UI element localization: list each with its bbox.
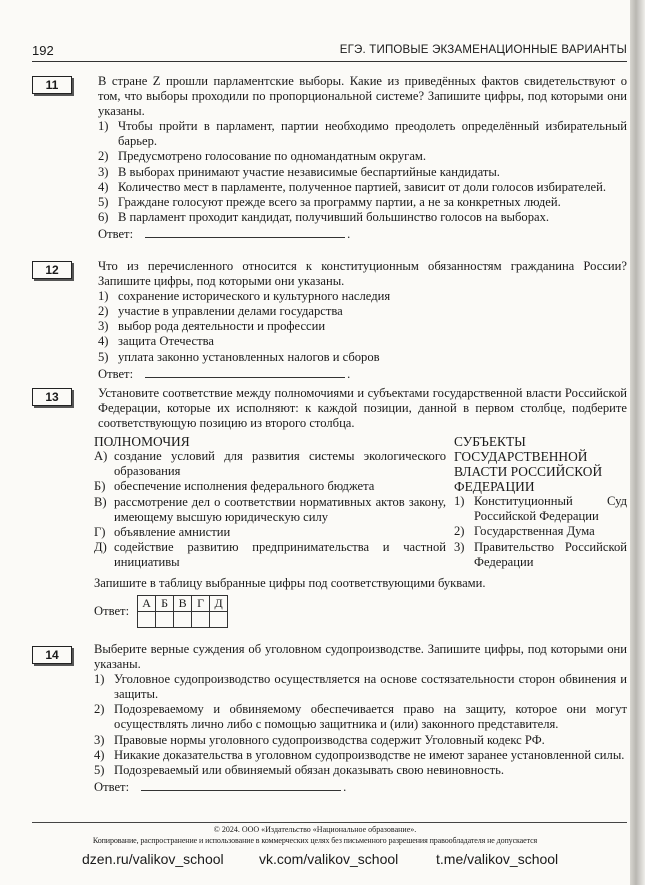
answer-label: Ответ:	[94, 779, 130, 794]
list-item	[94, 479, 446, 494]
list-item	[94, 495, 446, 525]
item-text: Правовые нормы уголовного судопроизводства содержит Уголовный кодекс РФ.	[114, 732, 545, 747]
list-item	[454, 524, 627, 539]
item-number: 4)	[98, 334, 109, 349]
subjects-title: СУБЪЕКТЫ ГОСУДАРСТВЕННОЙ ВЛАСТИ РОССИЙСКОЙ ФЕДЕРАЦИИ	[454, 434, 603, 495]
answer-row: Ответ: .	[98, 226, 351, 241]
task-question: Что из перечисленного относится к конституционным обязанностям гражданина России? Запишите цифры, под которыми они указаны.	[98, 259, 627, 289]
answer-cell[interactable]	[138, 612, 156, 628]
table-header-cell: Г	[192, 596, 210, 612]
item-text: Никакие доказательства в уголовном судопроизводстве не имеют заранее установленной силы.	[114, 747, 625, 762]
link-telegram[interactable]: t.me/valikov_school	[436, 851, 559, 867]
list-item	[98, 180, 627, 195]
item-number: 4)	[98, 179, 109, 194]
task-14	[32, 642, 627, 795]
task-question: Выберите верные суждения об уголовном судопроизводстве. Запишите цифры, под которыми они указаны.	[94, 642, 627, 672]
options-list	[98, 119, 627, 225]
answer-label: Ответ:	[98, 366, 134, 381]
item-text: Предусмотрено голосование по одномандатным округам.	[118, 149, 427, 164]
footer-notice: Копирование, распространение и использование в коммерческих целях без письменного разрешения правообладателя не допускается	[92, 836, 538, 845]
list-item	[98, 334, 627, 349]
list-item	[98, 304, 627, 319]
answer-cell[interactable]	[156, 612, 174, 628]
answer-field[interactable]	[145, 226, 345, 238]
item-text: участие в управлении делами государства	[118, 304, 343, 319]
task-12	[32, 259, 627, 382]
item-text: Правительство Российской Федерации	[474, 539, 627, 569]
item-number: 2)	[94, 702, 105, 717]
item-text: содействие развитию предпринимательства и частной инициативы	[114, 539, 446, 569]
link-dzen[interactable]: dzen.ru/valikov_school	[82, 851, 224, 867]
answer-label: Ответ:	[94, 604, 130, 619]
powers-column	[94, 434, 446, 570]
answer-cell[interactable]	[192, 612, 210, 628]
item-text: В парламент проходит кандидат, получивший большинство голосов на выборах.	[118, 209, 550, 224]
item-text: рассмотрение дел о соответствии нормативных актов закону, имеющему высшую юридическую силу	[114, 494, 446, 524]
list-item	[98, 195, 627, 210]
list-item	[98, 289, 627, 304]
item-number: 3)	[98, 164, 109, 179]
list-item	[94, 702, 627, 732]
table-header-cell: А	[138, 596, 156, 612]
link-vk[interactable]: vk.com/valikov_school	[259, 851, 399, 867]
page-number: 192	[32, 43, 54, 58]
list-item	[98, 165, 627, 180]
item-text: Подозреваемому и обвиняемому обеспечивается право на защиту, которое они могут осуществлять лично либо с помощью защитника и (или) законного представителя.	[114, 702, 627, 732]
item-number: 4)	[94, 747, 105, 762]
subjects-column	[446, 434, 627, 570]
task-question: Установите соответствие между полномочиями и субъектами государственной власти Российской Федерации, которые их исполняют: к каждой позиции, данной в первом столбце, подберите соответствующую позицию из второго столбца.	[98, 386, 627, 431]
options-list	[94, 672, 627, 778]
list-item	[98, 149, 627, 164]
page-edge-shadow	[630, 0, 645, 885]
page-header-title: ЕГЭ. ТИПОВЫЕ ЭКЗАМЕНАЦИОННЫЕ ВАРИАНТЫ	[339, 44, 627, 56]
list-item	[94, 449, 446, 479]
item-number: 5)	[98, 349, 109, 364]
table-header-cell: Б	[156, 596, 174, 612]
footer-copyright: © 2024. ООО «Издательство «Национальное образование».	[213, 825, 417, 834]
list-item	[94, 763, 627, 778]
list-item	[94, 672, 627, 702]
item-number: 1)	[94, 672, 105, 687]
list-item	[94, 748, 627, 763]
item-number: 3)	[94, 732, 105, 747]
item-number: 1)	[454, 494, 465, 509]
options-list	[98, 289, 627, 364]
item-number: 1)	[98, 119, 109, 134]
task-question: В стране Z прошли парламентские выборы. Какие из приведённых фактов свидетельствуют о том, что выборы проходили по пропорциональной системе? Запишите цифры, под которыми они указаны.	[98, 74, 627, 119]
header-divider	[32, 61, 627, 62]
answer-field[interactable]	[145, 366, 345, 378]
task-number-box: 13	[32, 388, 72, 406]
task-number-box: 11	[32, 76, 72, 94]
item-text: Конституционный Суд Российской Федерации	[474, 494, 627, 524]
table-header-cell: В	[174, 596, 192, 612]
item-text: выбор рода деятельности и профессии	[118, 319, 326, 334]
list-item	[94, 733, 627, 748]
item-text: создание условий для развития системы экологического образования	[114, 449, 446, 479]
item-text: Государственная Дума	[474, 524, 595, 539]
item-text: Чтобы пройти в парламент, партии необходимо преодолеть определённый избирательный барьер.	[118, 119, 627, 149]
answer-table	[137, 595, 228, 628]
matching-columns	[94, 434, 627, 570]
item-text: объявление амнистии	[114, 524, 231, 539]
list-item	[94, 525, 446, 540]
item-number: 6)	[98, 209, 109, 224]
list-item	[94, 540, 446, 570]
item-text: В выборах принимают участие независимые беспартийные кандидаты.	[118, 164, 500, 179]
list-item	[98, 319, 627, 334]
answer-row: Ответ: .	[94, 779, 347, 794]
item-text: уплата законно установленных налогов и сборов	[118, 349, 380, 364]
powers-title: ПОЛНОМОЧИЯ	[94, 434, 190, 450]
answer-row: Ответ: .	[98, 366, 351, 381]
item-text: Количество мест в парламенте, полученное партией, зависит от доли голосов избирателей.	[118, 179, 607, 194]
table-header-cell: Д	[210, 596, 228, 612]
item-text: Граждане голосуют прежде всего за программу партии, а не за конкретных людей.	[118, 194, 561, 209]
task-13	[32, 386, 627, 628]
list-item	[98, 350, 627, 365]
item-text: Уголовное судопроизводство осуществляется на основе состязательности сторон обвинения и защиты.	[114, 672, 627, 702]
item-number: А)	[94, 449, 108, 464]
item-number: 3)	[454, 539, 465, 554]
item-number: 2)	[98, 149, 109, 164]
answer-cell[interactable]	[210, 612, 228, 628]
task-number-box: 12	[32, 261, 72, 279]
list-item	[98, 210, 627, 225]
item-number: Д)	[94, 539, 107, 554]
answer-table-row	[94, 595, 627, 628]
list-item	[98, 119, 627, 149]
task-number-box: 14	[32, 646, 72, 664]
footer-divider	[32, 822, 627, 823]
item-text: обеспечение исполнения федерального бюджета	[114, 479, 375, 494]
list-item	[454, 540, 627, 570]
item-number: 5)	[98, 194, 109, 209]
item-number: 2)	[98, 304, 109, 319]
item-text: сохранение исторического и культурного наследия	[118, 289, 391, 304]
item-number: В)	[94, 494, 107, 509]
item-number: 1)	[98, 289, 109, 304]
answer-label: Ответ:	[98, 226, 134, 241]
list-item	[454, 494, 627, 524]
task-11	[32, 74, 627, 242]
item-number: Б)	[94, 479, 106, 494]
item-number: 2)	[454, 524, 465, 539]
item-number: Г)	[94, 524, 106, 539]
item-number: 3)	[98, 319, 109, 334]
item-number: 5)	[94, 762, 105, 777]
table-instruction: Запишите в таблицу выбранные цифры под соответствующими буквами.	[94, 576, 486, 591]
subjects-list	[454, 494, 627, 569]
answer-cell[interactable]	[174, 612, 192, 628]
powers-list	[94, 449, 446, 570]
answer-field[interactable]	[141, 779, 341, 791]
item-text: Подозреваемый или обвиняемый обязан доказывать свою невиновность.	[114, 762, 504, 777]
item-text: защита Отечества	[118, 334, 214, 349]
